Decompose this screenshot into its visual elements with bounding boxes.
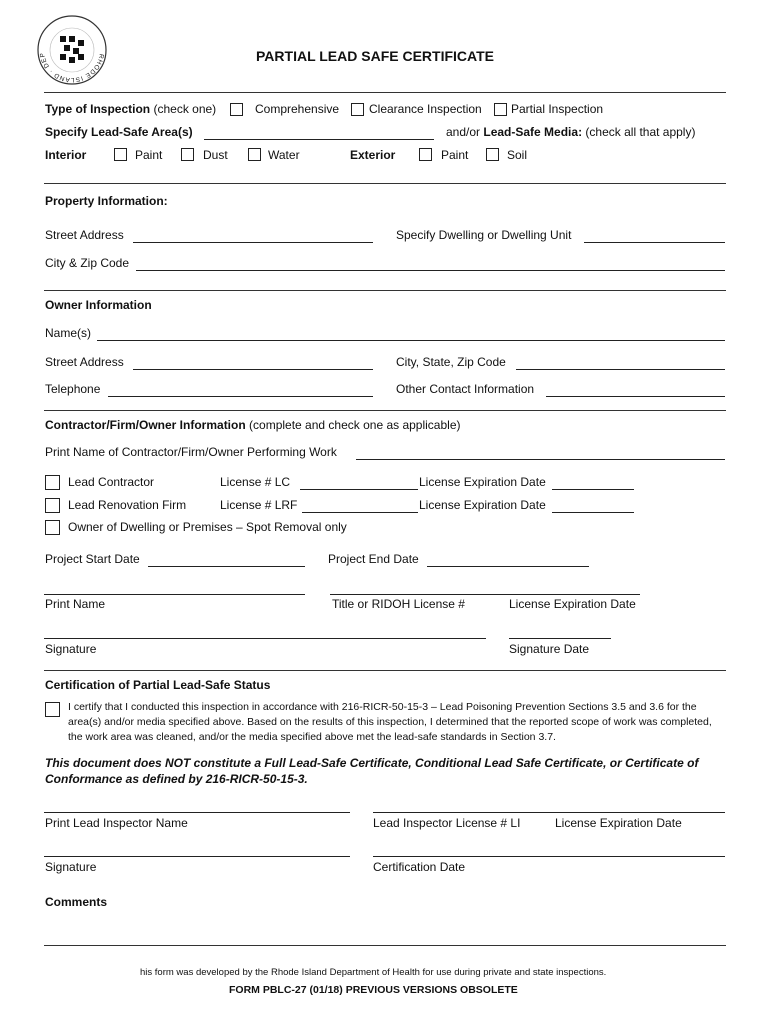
contractor-signature-label: Signature (45, 642, 97, 656)
owner-street-field[interactable] (133, 369, 373, 370)
property-street-field[interactable] (133, 242, 373, 243)
lead-renovation-checkbox[interactable] (45, 498, 60, 513)
exterior-paint-label: Paint (441, 148, 469, 162)
license-exp-1-field[interactable] (552, 489, 634, 490)
footer-note: his form was developed by the Rhode Island Department of Health for use during private and state inspections. (140, 967, 607, 978)
lead-safe-areas-field[interactable] (204, 139, 434, 140)
divider (44, 670, 726, 671)
exterior-label: Exterior (350, 148, 396, 162)
property-city-field[interactable] (136, 270, 725, 271)
exterior-soil-checkbox[interactable] (486, 148, 499, 161)
ridoh-seal-logo (36, 14, 108, 86)
certification-date-field[interactable] (373, 856, 725, 857)
owner-phone-label: Telephone (45, 382, 101, 396)
comprehensive-checkbox[interactable] (230, 103, 243, 116)
interior-dust-label: Dust (203, 148, 228, 162)
project-end-field[interactable] (427, 566, 589, 567)
svg-text:RHODE ISLAND · DEPARTMENT OF H: RHODE ISLAND · DEP (39, 52, 105, 84)
interior-paint-checkbox[interactable] (114, 148, 127, 161)
interior-water-checkbox[interactable] (248, 148, 261, 161)
divider (44, 183, 726, 184)
title-license-field[interactable] (330, 594, 640, 595)
media-hint: (check all that apply) (585, 125, 696, 139)
interior-paint-label: Paint (135, 148, 163, 162)
property-street-label: Street Address (45, 228, 124, 242)
contractor-heading-row (45, 418, 461, 432)
license-lc-label: License # LC (220, 475, 291, 489)
certify-checkbox[interactable] (45, 702, 60, 717)
license-lrf-label: License # LRF (220, 498, 298, 512)
contractor-signature-date-label: Signature Date (509, 642, 590, 656)
inspection-type-row (45, 102, 216, 116)
property-city-label: City & Zip Code (45, 256, 130, 270)
form-id: FORM PBLC-27 (01/18) PREVIOUS VERSIONS OBSOLETE (229, 984, 518, 996)
license-exp-3-label: License Expiration Date (509, 597, 636, 611)
project-start-field[interactable] (148, 566, 305, 567)
inspector-signature-field[interactable] (44, 856, 350, 857)
license-exp-2-label: License Expiration Date (419, 498, 546, 512)
media-prefix: and/or (446, 125, 481, 139)
interior-water-label: Water (268, 148, 300, 162)
inspector-name-field[interactable] (44, 812, 350, 813)
contractor-heading-hint: (complete and check one as applicable) (249, 418, 461, 432)
partial-inspection-label: Partial Inspection (511, 102, 604, 116)
clearance-inspection-checkbox[interactable] (351, 103, 364, 116)
media-label: Lead-Safe Media: (483, 125, 583, 139)
dwelling-unit-label: Specify Dwelling or Dwelling Unit (396, 228, 572, 242)
owner-names-field[interactable] (97, 340, 725, 341)
project-start-label: Project Start Date (45, 552, 140, 566)
comments-field[interactable] (44, 945, 726, 946)
comprehensive-label: Comprehensive (255, 102, 340, 116)
inspector-license-field[interactable] (373, 812, 725, 813)
inspector-license-label: Lead Inspector License # LI (373, 816, 521, 830)
owner-names-label: Name(s) (45, 326, 92, 340)
owner-spot-removal-label: Owner of Dwelling or Premises – Spot Removal only (68, 520, 347, 534)
inspection-type-hint: (check one) (153, 102, 217, 116)
license-lrf-field[interactable] (302, 512, 418, 513)
owner-phone-field[interactable] (108, 396, 373, 397)
contractor-signature-date-field[interactable] (509, 638, 611, 639)
interior-label: Interior (45, 148, 87, 162)
dwelling-unit-field[interactable] (584, 242, 725, 243)
contractor-print-name-field[interactable] (356, 459, 725, 460)
owner-contact-field[interactable] (546, 396, 725, 397)
license-lc-field[interactable] (300, 489, 418, 490)
lead-safe-areas-label: Specify Lead-Safe Area(s) (45, 125, 193, 139)
lead-renovation-label: Lead Renovation Firm (68, 498, 187, 512)
clearance-inspection-label: Clearance Inspection (369, 102, 482, 116)
project-end-label: Project End Date (328, 552, 419, 566)
owner-street-label: Street Address (45, 355, 124, 369)
lead-contractor-label: Lead Contractor (68, 475, 155, 489)
owner-city-label: City, State, Zip Code (396, 355, 506, 369)
certification-statement: I certify that I conducted this inspection in accordance with 216-RICR-50-15-3 – Lead Poisoning Prevention Sections 3.5 and 3.6 for the area(s) and/or media specified above. Based on the results of this inspection, I determined that the reported scope of work was completed, the work area was cleaned, and/or the media specified above met the lead-safe standards in Section 3.7. (68, 701, 712, 743)
exterior-soil-label: Soil (507, 148, 528, 162)
license-exp-2-field[interactable] (552, 512, 634, 513)
owner-city-field[interactable] (516, 369, 725, 370)
inspector-license-exp-label: License Expiration Date (555, 816, 682, 830)
comments-label: Comments (45, 895, 108, 909)
property-heading: Property Information: (45, 194, 168, 208)
print-name-field[interactable] (44, 594, 305, 595)
title-license-label: Title or RIDOH License # (332, 597, 465, 611)
divider (44, 410, 726, 411)
license-exp-1-label: License Expiration Date (419, 475, 546, 489)
partial-inspection-checkbox[interactable] (494, 103, 507, 116)
owner-contact-label: Other Contact Information (396, 382, 535, 396)
lead-safe-media-row (446, 125, 695, 139)
divider (44, 92, 726, 93)
certification-date-label: Certification Date (373, 860, 466, 874)
divider (44, 290, 726, 291)
certificate-disclaimer: This document does NOT constitute a Full Lead-Safe Certificate, Conditional Lead Safe Certificate, or Certificate of Conformance as defined by 216-RICR-50-15-3. (45, 756, 699, 786)
owner-heading: Owner Information (45, 298, 152, 312)
contractor-signature-field[interactable] (44, 638, 486, 639)
contractor-print-name-label: Print Name of Contractor/Firm/Owner Performing Work (45, 445, 337, 459)
certification-heading: Certification of Partial Lead-Safe Status (45, 678, 271, 692)
inspector-name-label: Print Lead Inspector Name (45, 816, 188, 830)
print-name-label: Print Name (45, 597, 106, 611)
lead-contractor-checkbox[interactable] (45, 475, 60, 490)
exterior-paint-checkbox[interactable] (419, 148, 432, 161)
page-title: PARTIAL LEAD SAFE CERTIFICATE (256, 48, 494, 64)
inspection-type-label: Type of Inspection (45, 102, 151, 116)
inspector-signature-label: Signature (45, 860, 97, 874)
contractor-heading: Contractor/Firm/Owner Information (45, 418, 246, 432)
interior-dust-checkbox[interactable] (181, 148, 194, 161)
owner-spot-removal-checkbox[interactable] (45, 520, 60, 535)
